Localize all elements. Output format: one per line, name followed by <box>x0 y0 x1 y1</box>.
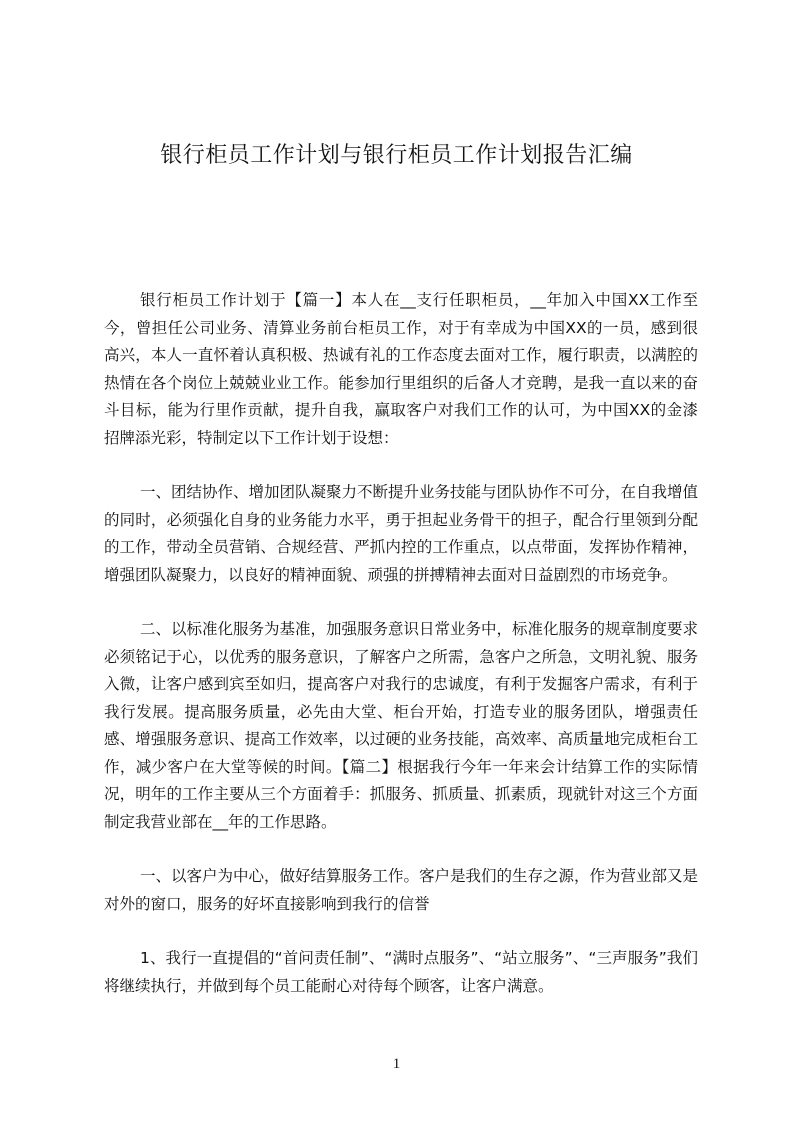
paragraph-gap <box>104 836 698 863</box>
paragraph-1: 银行柜员工作计划于【篇一】本人在__支行任职柜员，__年加入中国XX工作至今，曾担任公司业务、清算业务前台柜员工作，对于有幸成为中国XX的一员，感到很高兴，本人一直怀着认真积极、热诚有礼的工作态度去面对工作，履行职责，以满腔的热情在各个岗位上兢兢业业工作。能参加行里组织的后备人才竞聘，是我一直以来的奋斗目标，能为行里作贡献，提升自我，赢取客户对我们工作的认可，为中国XX的金漆招牌添光彩，特制定以下工作计划于设想： <box>104 291 698 447</box>
paragraph-gap <box>104 918 698 945</box>
document-body <box>104 287 698 1000</box>
document-title: 银行柜员工作计划与银行柜员工作计划报告汇编 <box>160 143 633 168</box>
paragraph-3: 二、以标准化服务为基准，加强服务意识日常业务中，标准化服务的规章制度要求必须铭记于心，以优秀的服务意识，了解客户之所需，急客户之所急，文明礼貌、服务入微，让客户感到宾至如归，提高客户对我行的忠诚度，有利于发掘客户需求，有利于我行发展。提高服务质量，必先由大堂、柜台开始，打造专业的服务团队，增强责任感、增强服务意识、提高工作效率，以过硬的业务技能，高效率、高质量地完成柜台工作，减少客户在大堂等候的时间。【篇二】根据我行今年一年来会计结算工作的实际情况，明年的工作主要从三个方面着手：抓服务、抓质量、抓素质，现就针对这三个方面制定我营业部在__年的工作思路。 <box>104 620 698 831</box>
paragraph-5: 1、我行一直提倡的“首问责任制”、“满时点服务”、“站立服务”、“三声服务”我们将继续执行，并做到每个员工能耐心对待每个顾客，让客户满意。 <box>104 949 698 995</box>
page-number: 1 <box>392 1056 401 1072</box>
paragraph-2: 一、团结协作、增加团队凝聚力不断提升业务技能与团队协作不可分，在自我增值的同时，必须强化自身的业务能力水平，勇于担起业务骨干的担子，配合行里领到分配的工作，带动全员营销、合规经营、严抓内控的工作重点，以点带面，发挥协作精神，增强团队凝聚力，以良好的精神面貌、顽强的拼搏精神去面对日益剧烈的市场竞争。 <box>104 483 698 584</box>
paragraph-gap <box>104 589 698 616</box>
paragraph-4: 一、以客户为中心，做好结算服务工作。客户是我们的生存之源，作为营业部又是对外的窗口，服务的好坏直接影响到我行的信誉 <box>104 867 698 913</box>
paragraph-gap <box>104 452 698 479</box>
